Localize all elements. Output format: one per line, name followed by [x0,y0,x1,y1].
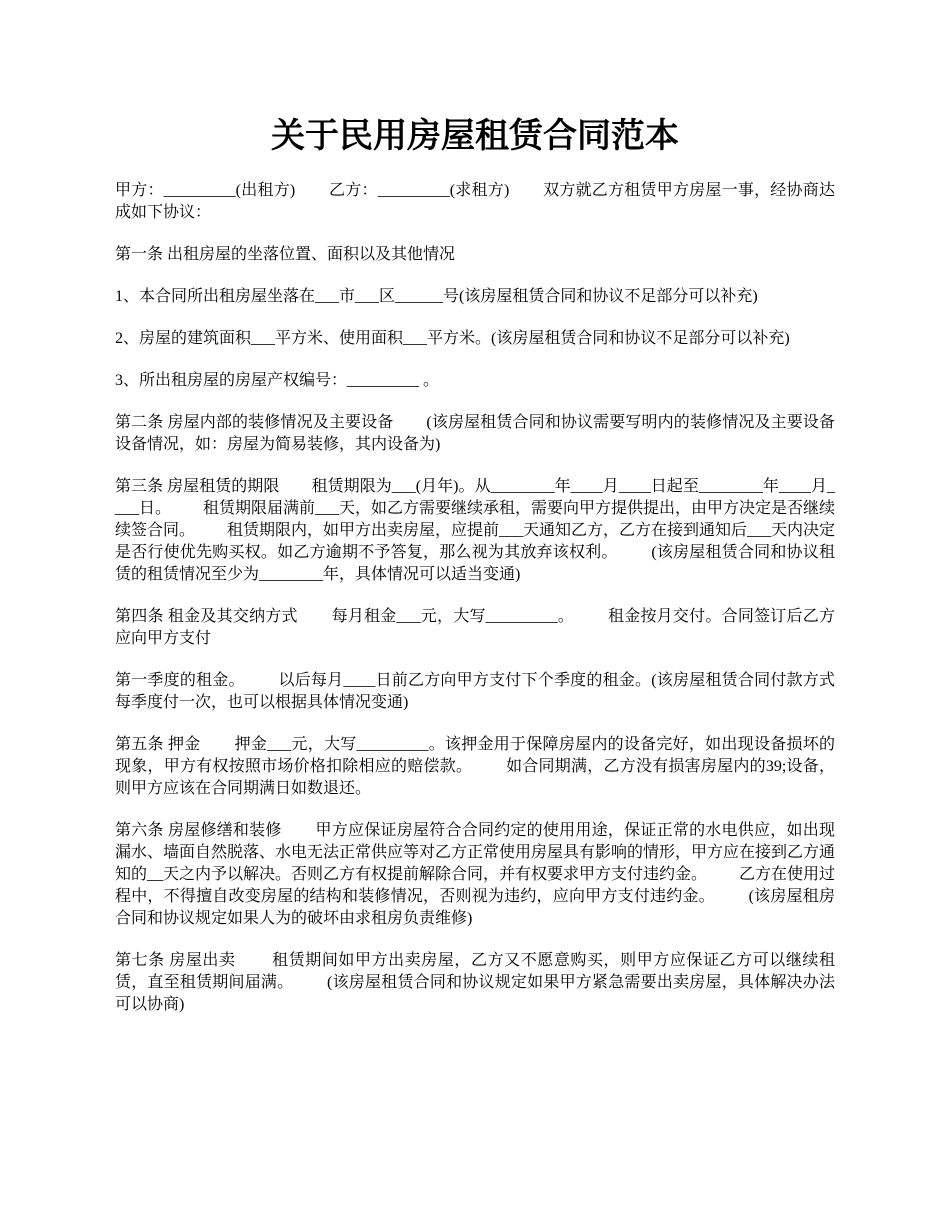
paragraph-article-6: 第六条 房屋修缮和装修 甲方应保证房屋符合合同约定的使用用途，保证正常的水电供应，如出现漏水、墙面自然脱落、水电无法正常供应等对乙方正常使用房屋具有影响的情形，甲方应在接到乙方通知的__天之内予以解决。否则乙方有权提前解除合同，并有权要求甲方支付违约金。 乙方在使用过程中，不得擅自改变房屋的结构和装修情况，否则视为违约，应向甲方支付违约金。 (该房屋租房合同和协议规定如果人为的破坏由求租房负责维修) [115,822,836,927]
paragraph-parties: 甲方：_________(出租方) 乙方：_________(求租方) 双方就乙方租赁甲方房屋一事，经协商达成如下协议： [115,182,835,221]
paragraph-article-2: 第二条 房屋内部的装修情况及主要设备 (该房屋租赁合同和协议需要写明内的装修情况及主要设备设备情况，如：房屋为简易装修，其内设备为) [115,414,835,453]
paragraph-article-1-heading: 第一条 出租房屋的坐落位置、面积以及其他情况 [115,246,456,263]
document-title: 关于民用房屋租赁合同范本 [271,116,679,156]
document-body [115,180,835,1036]
paragraph-article-1-item-3: 3、所出租房屋的房屋产权编号：_________ 。 [115,372,440,389]
paragraph-article-4: 第四条 租金及其交纳方式 每月租金___元，大写_________。 租金按月交付。合同签订后乙方应向甲方支付 [115,608,835,647]
paragraph-article-1-item-2: 2、房屋的建筑面积___平方米、使用面积___平方米。(该房屋租赁合同和协议不足部分可以补充) [115,330,790,347]
paragraph-article-5: 第五条 押金 押金___元，大写_________。该押金用于保障房屋内的设备完好，如出现设备损坏的现象，甲方有权按照市场价格扣除相应的赔偿款。 如合同期满，乙方没有损害房屋内的39;设备，则甲方应该在合同期满日如数退还。 [115,736,835,797]
paragraph-article-7: 第七条 房屋出卖 租赁期间如甲方出卖房屋，乙方又不愿意购买，则甲方应保证乙方可以继续租赁，直至租赁期间届满。 (该房屋租赁合同和协议规定如果甲方紧急需要出卖房屋，具体解决办法可以协商) [115,952,835,1013]
paragraph-article-3: 第三条 房屋租赁的期限 租赁期限为___(月年)。从________年____月____日起至________年____月____日。 租赁期限届满前___天，如乙方需要继续承租，需要向甲方提供提出，由甲方决定是否继续续签合同。 租赁期限内，如甲方出卖房屋，应提前___天通知乙方，乙方在接到通知后___天内决定是否行使优先购买权。如乙方逾期不予答复，那么视为其放弃该权利。 (该房屋租赁合同和协议租赁的租赁情况至少为________年，具体情况可以适当变通) [115,478,836,583]
paragraph-article-1-item-1: 1、本合同所出租房屋坐落在___市___区______号(该房屋租赁合同和协议不足部分可以补充) [115,288,758,305]
paragraph-article-4-continued: 第一季度的租金。 以后每月____日前乙方向甲方支付下个季度的租金。(该房屋租赁合同付款方式每季度付一次，也可以根据具体情况变通) [115,672,835,711]
